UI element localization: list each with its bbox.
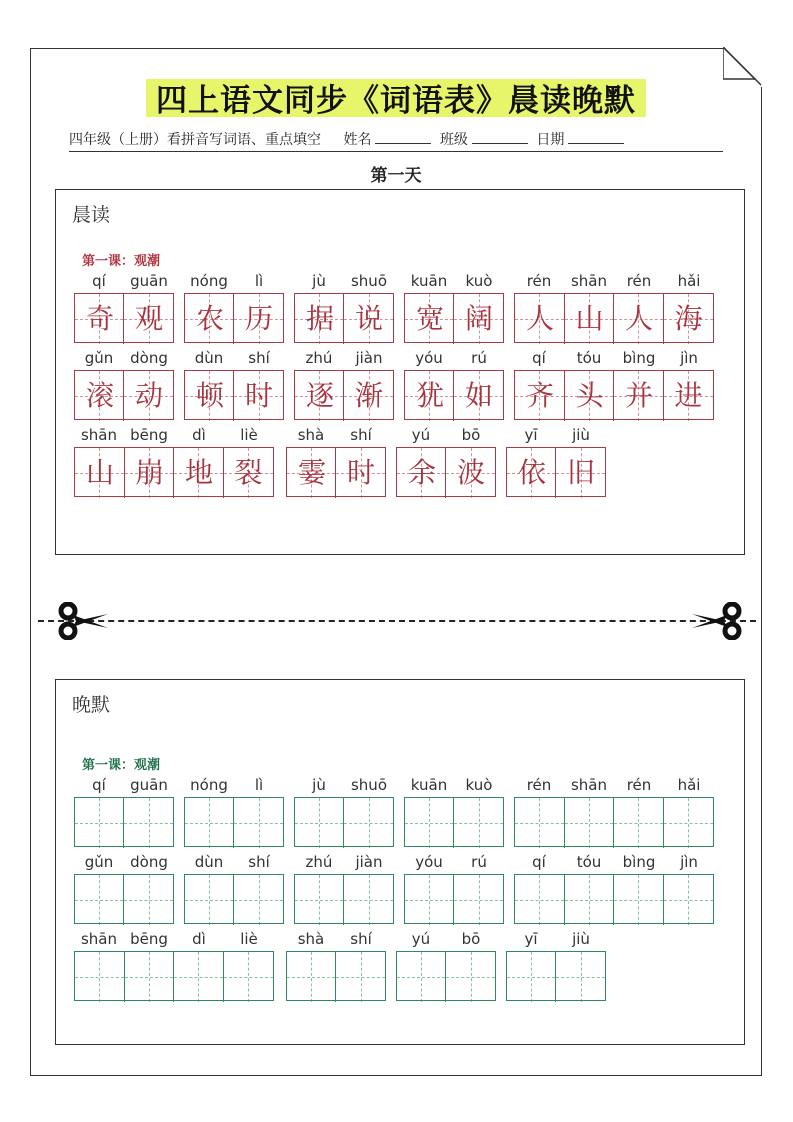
writing-cell[interactable] bbox=[174, 952, 224, 1002]
pinyin: shí bbox=[248, 853, 270, 871]
name-blank[interactable] bbox=[375, 130, 431, 144]
pinyin: yóu bbox=[415, 349, 443, 367]
char-cell bbox=[295, 371, 344, 421]
evening-char-grid bbox=[286, 951, 386, 1001]
pinyin: rén bbox=[526, 776, 552, 794]
morning-char-grid bbox=[506, 447, 606, 497]
morning-char-grid bbox=[74, 370, 174, 420]
pinyin: jìn bbox=[680, 349, 698, 367]
morning-char-grid bbox=[396, 447, 496, 497]
pinyin: yú bbox=[411, 426, 431, 444]
pinyin: shān bbox=[80, 426, 118, 444]
hanzi-char: 历 bbox=[245, 302, 274, 335]
pinyin: qí bbox=[532, 349, 546, 367]
char-cell bbox=[405, 294, 454, 344]
hanzi-char: 并 bbox=[624, 379, 653, 412]
hanzi-char: 观 bbox=[135, 302, 164, 335]
evening-char-grid bbox=[74, 797, 174, 847]
char-cell bbox=[75, 448, 125, 498]
hanzi-char: 犹 bbox=[415, 379, 444, 412]
writing-cell[interactable] bbox=[556, 952, 605, 1002]
writing-cell[interactable] bbox=[185, 875, 234, 925]
pinyin: kuò bbox=[465, 272, 493, 290]
char-cell bbox=[75, 371, 124, 421]
pinyin: jù bbox=[312, 776, 326, 794]
writing-cell[interactable] bbox=[446, 952, 495, 1002]
pinyin: jiù bbox=[572, 930, 590, 948]
pinyin: gǔn bbox=[84, 853, 114, 871]
writing-cell[interactable] bbox=[454, 875, 503, 925]
date-label: 日期 bbox=[536, 132, 565, 148]
evening-char-grid bbox=[294, 797, 394, 847]
char-cell bbox=[507, 448, 556, 498]
evening-char-grid bbox=[74, 874, 174, 924]
morning-char-grid bbox=[184, 370, 284, 420]
hanzi-char: 进 bbox=[674, 379, 703, 412]
pinyin: rén bbox=[526, 272, 552, 290]
char-cell bbox=[185, 371, 234, 421]
hanzi-char: 山 bbox=[575, 302, 604, 335]
pinyin: shān bbox=[80, 930, 118, 948]
pinyin: dùn bbox=[194, 349, 224, 367]
pinyin: rú bbox=[471, 853, 487, 871]
hanzi-char: 时 bbox=[245, 379, 274, 412]
writing-cell[interactable] bbox=[565, 875, 615, 925]
pinyin: jiàn bbox=[355, 853, 383, 871]
evening-char-grid bbox=[294, 874, 394, 924]
pinyin: hǎi bbox=[677, 272, 701, 290]
writing-cell[interactable] bbox=[664, 798, 714, 848]
char-cell bbox=[565, 371, 615, 421]
writing-cell[interactable] bbox=[664, 875, 714, 925]
writing-cell[interactable] bbox=[124, 875, 173, 925]
evening-char-grid bbox=[184, 874, 284, 924]
pinyin: liè bbox=[240, 426, 258, 444]
pinyin: rú bbox=[471, 349, 487, 367]
char-cell bbox=[174, 448, 224, 498]
char-cell bbox=[344, 294, 393, 344]
char-cell bbox=[446, 448, 495, 498]
date-blank[interactable] bbox=[568, 130, 624, 144]
pinyin: hǎi bbox=[677, 776, 701, 794]
pinyin: nóng bbox=[190, 776, 228, 794]
hanzi-char: 人 bbox=[525, 302, 554, 335]
pinyin: jiàn bbox=[355, 349, 383, 367]
pinyin: shuō bbox=[350, 776, 387, 794]
evening-char-grid bbox=[404, 874, 504, 924]
char-cell bbox=[234, 371, 283, 421]
pinyin: yī bbox=[524, 426, 538, 444]
writing-cell[interactable] bbox=[515, 875, 565, 925]
evening-char-grid bbox=[404, 797, 504, 847]
writing-cell[interactable] bbox=[295, 875, 344, 925]
writing-cell[interactable] bbox=[344, 798, 393, 848]
char-cell bbox=[397, 448, 446, 498]
hanzi-char: 依 bbox=[517, 456, 546, 489]
writing-cell[interactable] bbox=[75, 875, 124, 925]
char-cell bbox=[287, 448, 336, 498]
writing-cell[interactable] bbox=[507, 952, 556, 1002]
char-cell bbox=[336, 448, 385, 498]
writing-cell[interactable] bbox=[224, 952, 274, 1002]
hanzi-char: 奇 bbox=[85, 302, 114, 335]
pinyin: nóng bbox=[190, 272, 228, 290]
char-cell bbox=[556, 448, 605, 498]
pinyin: bēng bbox=[130, 930, 168, 948]
hanzi-char: 阔 bbox=[465, 302, 494, 335]
char-cell bbox=[565, 294, 615, 344]
writing-cell[interactable] bbox=[397, 952, 446, 1002]
evening-char-grid bbox=[514, 797, 714, 847]
pinyin: shān bbox=[570, 272, 608, 290]
evening-title: 晚默 bbox=[72, 694, 111, 716]
scissors-icon bbox=[56, 602, 110, 640]
pinyin: qí bbox=[92, 272, 106, 290]
page-title: 四上语文同步《词语表》晨读晚默 bbox=[146, 73, 646, 122]
hanzi-char: 动 bbox=[135, 379, 164, 412]
hanzi-char: 滚 bbox=[85, 379, 114, 412]
pinyin: shí bbox=[350, 426, 372, 444]
evening-char-grid bbox=[514, 874, 714, 924]
pinyin: bēng bbox=[130, 426, 168, 444]
hanzi-char: 旧 bbox=[567, 456, 596, 489]
evening-char-grid bbox=[396, 951, 496, 1001]
pinyin: rén bbox=[626, 272, 652, 290]
morning-char-grid bbox=[184, 293, 284, 343]
writing-cell[interactable] bbox=[405, 875, 454, 925]
pinyin: qí bbox=[92, 776, 106, 794]
char-cell bbox=[344, 371, 393, 421]
pinyin: qí bbox=[532, 853, 546, 871]
char-cell bbox=[515, 371, 565, 421]
writing-cell[interactable] bbox=[234, 875, 283, 925]
char-cell bbox=[295, 294, 344, 344]
hanzi-char: 海 bbox=[674, 302, 703, 335]
char-cell bbox=[664, 371, 714, 421]
pinyin: kuān bbox=[410, 776, 448, 794]
hanzi-char: 裂 bbox=[234, 456, 263, 489]
char-cell bbox=[515, 294, 565, 344]
char-cell bbox=[405, 371, 454, 421]
pinyin: rén bbox=[626, 776, 652, 794]
writing-cell[interactable] bbox=[344, 875, 393, 925]
pinyin: bō bbox=[461, 930, 481, 948]
pinyin: zhú bbox=[305, 853, 333, 871]
char-cell bbox=[664, 294, 714, 344]
pinyin: yī bbox=[524, 930, 538, 948]
pinyin: tóu bbox=[576, 349, 602, 367]
writing-cell[interactable] bbox=[515, 798, 565, 848]
char-cell bbox=[124, 371, 173, 421]
morning-char-grid bbox=[74, 293, 174, 343]
hanzi-char: 如 bbox=[465, 379, 494, 412]
cut-line bbox=[38, 620, 756, 622]
morning-char-grid bbox=[514, 370, 714, 420]
hanzi-char: 逐 bbox=[305, 379, 334, 412]
writing-cell[interactable] bbox=[185, 798, 234, 848]
morning-lesson-title: 第一课：观潮 bbox=[82, 254, 161, 269]
evening-char-grid bbox=[506, 951, 606, 1001]
writing-cell[interactable] bbox=[75, 952, 125, 1002]
evening-char-grid bbox=[74, 951, 274, 1001]
pinyin: dì bbox=[192, 426, 206, 444]
writing-cell[interactable] bbox=[234, 798, 283, 848]
subtitle-intro: 四年级（上册）看拼音写词语、重点填空 bbox=[69, 132, 321, 148]
hanzi-char: 头 bbox=[575, 379, 604, 412]
name-label: 姓名 bbox=[343, 132, 372, 148]
worksheet-page bbox=[30, 48, 762, 1076]
morning-char-grid bbox=[286, 447, 386, 497]
evening-char-grid bbox=[184, 797, 284, 847]
hanzi-char: 据 bbox=[305, 302, 334, 335]
pinyin: kuò bbox=[465, 776, 493, 794]
char-cell bbox=[124, 294, 173, 344]
hanzi-char: 人 bbox=[624, 302, 653, 335]
morning-char-grid bbox=[404, 370, 504, 420]
pinyin: bō bbox=[461, 426, 481, 444]
writing-cell[interactable] bbox=[614, 875, 664, 925]
pinyin: bìng bbox=[622, 853, 656, 871]
char-cell bbox=[75, 294, 124, 344]
pinyin: lì bbox=[254, 272, 264, 290]
writing-cell[interactable] bbox=[287, 952, 336, 1002]
hanzi-char: 宽 bbox=[415, 302, 444, 335]
writing-cell[interactable] bbox=[405, 798, 454, 848]
writing-cell[interactable] bbox=[124, 798, 173, 848]
pinyin: jiù bbox=[572, 426, 590, 444]
hanzi-char: 余 bbox=[407, 456, 436, 489]
hanzi-char: 崩 bbox=[135, 456, 164, 489]
class-label: 班级 bbox=[439, 132, 468, 148]
pinyin: shí bbox=[248, 349, 270, 367]
pinyin: guān bbox=[130, 272, 168, 290]
hanzi-char: 渐 bbox=[355, 379, 384, 412]
pinyin: shà bbox=[297, 426, 325, 444]
morning-char-grid bbox=[74, 447, 274, 497]
hanzi-char: 农 bbox=[195, 302, 224, 335]
hanzi-char: 齐 bbox=[525, 379, 554, 412]
writing-cell[interactable] bbox=[454, 798, 503, 848]
pinyin: dòng bbox=[130, 853, 168, 871]
evening-dictation-box bbox=[55, 679, 745, 1045]
char-cell bbox=[224, 448, 274, 498]
morning-char-grid bbox=[404, 293, 504, 343]
morning-char-grid bbox=[294, 370, 394, 420]
pinyin: tóu bbox=[576, 853, 602, 871]
char-cell bbox=[614, 371, 664, 421]
pinyin: guān bbox=[130, 776, 168, 794]
pinyin: dì bbox=[192, 930, 206, 948]
char-cell bbox=[614, 294, 664, 344]
hanzi-char: 顿 bbox=[195, 379, 224, 412]
writing-cell[interactable] bbox=[565, 798, 615, 848]
char-cell bbox=[185, 294, 234, 344]
pinyin: shān bbox=[570, 776, 608, 794]
pinyin: liè bbox=[240, 930, 258, 948]
pinyin: dòng bbox=[130, 349, 168, 367]
pinyin: zhú bbox=[305, 349, 333, 367]
char-cell bbox=[454, 371, 503, 421]
writing-cell[interactable] bbox=[614, 798, 664, 848]
writing-cell[interactable] bbox=[336, 952, 385, 1002]
morning-char-grid bbox=[294, 293, 394, 343]
pinyin: shí bbox=[350, 930, 372, 948]
pinyin: yú bbox=[411, 930, 431, 948]
pinyin: yóu bbox=[415, 853, 443, 871]
char-cell bbox=[234, 294, 283, 344]
hanzi-char: 说 bbox=[355, 302, 384, 335]
day-label: 第一天 bbox=[370, 166, 422, 186]
class-blank[interactable] bbox=[472, 130, 528, 144]
writing-cell[interactable] bbox=[295, 798, 344, 848]
pinyin: bìng bbox=[622, 349, 656, 367]
hanzi-char: 山 bbox=[85, 456, 114, 489]
writing-cell[interactable] bbox=[75, 798, 124, 848]
pinyin: kuān bbox=[410, 272, 448, 290]
pinyin: lì bbox=[254, 776, 264, 794]
scissors-icon bbox=[690, 602, 744, 640]
title-area bbox=[31, 73, 761, 122]
hanzi-char: 波 bbox=[457, 456, 486, 489]
subtitle-line bbox=[69, 129, 723, 152]
morning-title: 晨读 bbox=[72, 204, 111, 226]
evening-lesson-title: 第一课：观潮 bbox=[82, 758, 161, 773]
morning-char-grid bbox=[514, 293, 714, 343]
morning-reading-box bbox=[55, 189, 745, 555]
pinyin: gǔn bbox=[84, 349, 114, 367]
char-cell bbox=[454, 294, 503, 344]
pinyin: dùn bbox=[194, 853, 224, 871]
writing-cell[interactable] bbox=[125, 952, 175, 1002]
pinyin: shà bbox=[297, 930, 325, 948]
pinyin: jù bbox=[312, 272, 326, 290]
char-cell bbox=[125, 448, 175, 498]
hanzi-char: 时 bbox=[347, 456, 376, 489]
hanzi-char: 地 bbox=[184, 456, 213, 489]
hanzi-char: 霎 bbox=[297, 456, 326, 489]
pinyin: jìn bbox=[680, 853, 698, 871]
pinyin: shuō bbox=[350, 272, 387, 290]
